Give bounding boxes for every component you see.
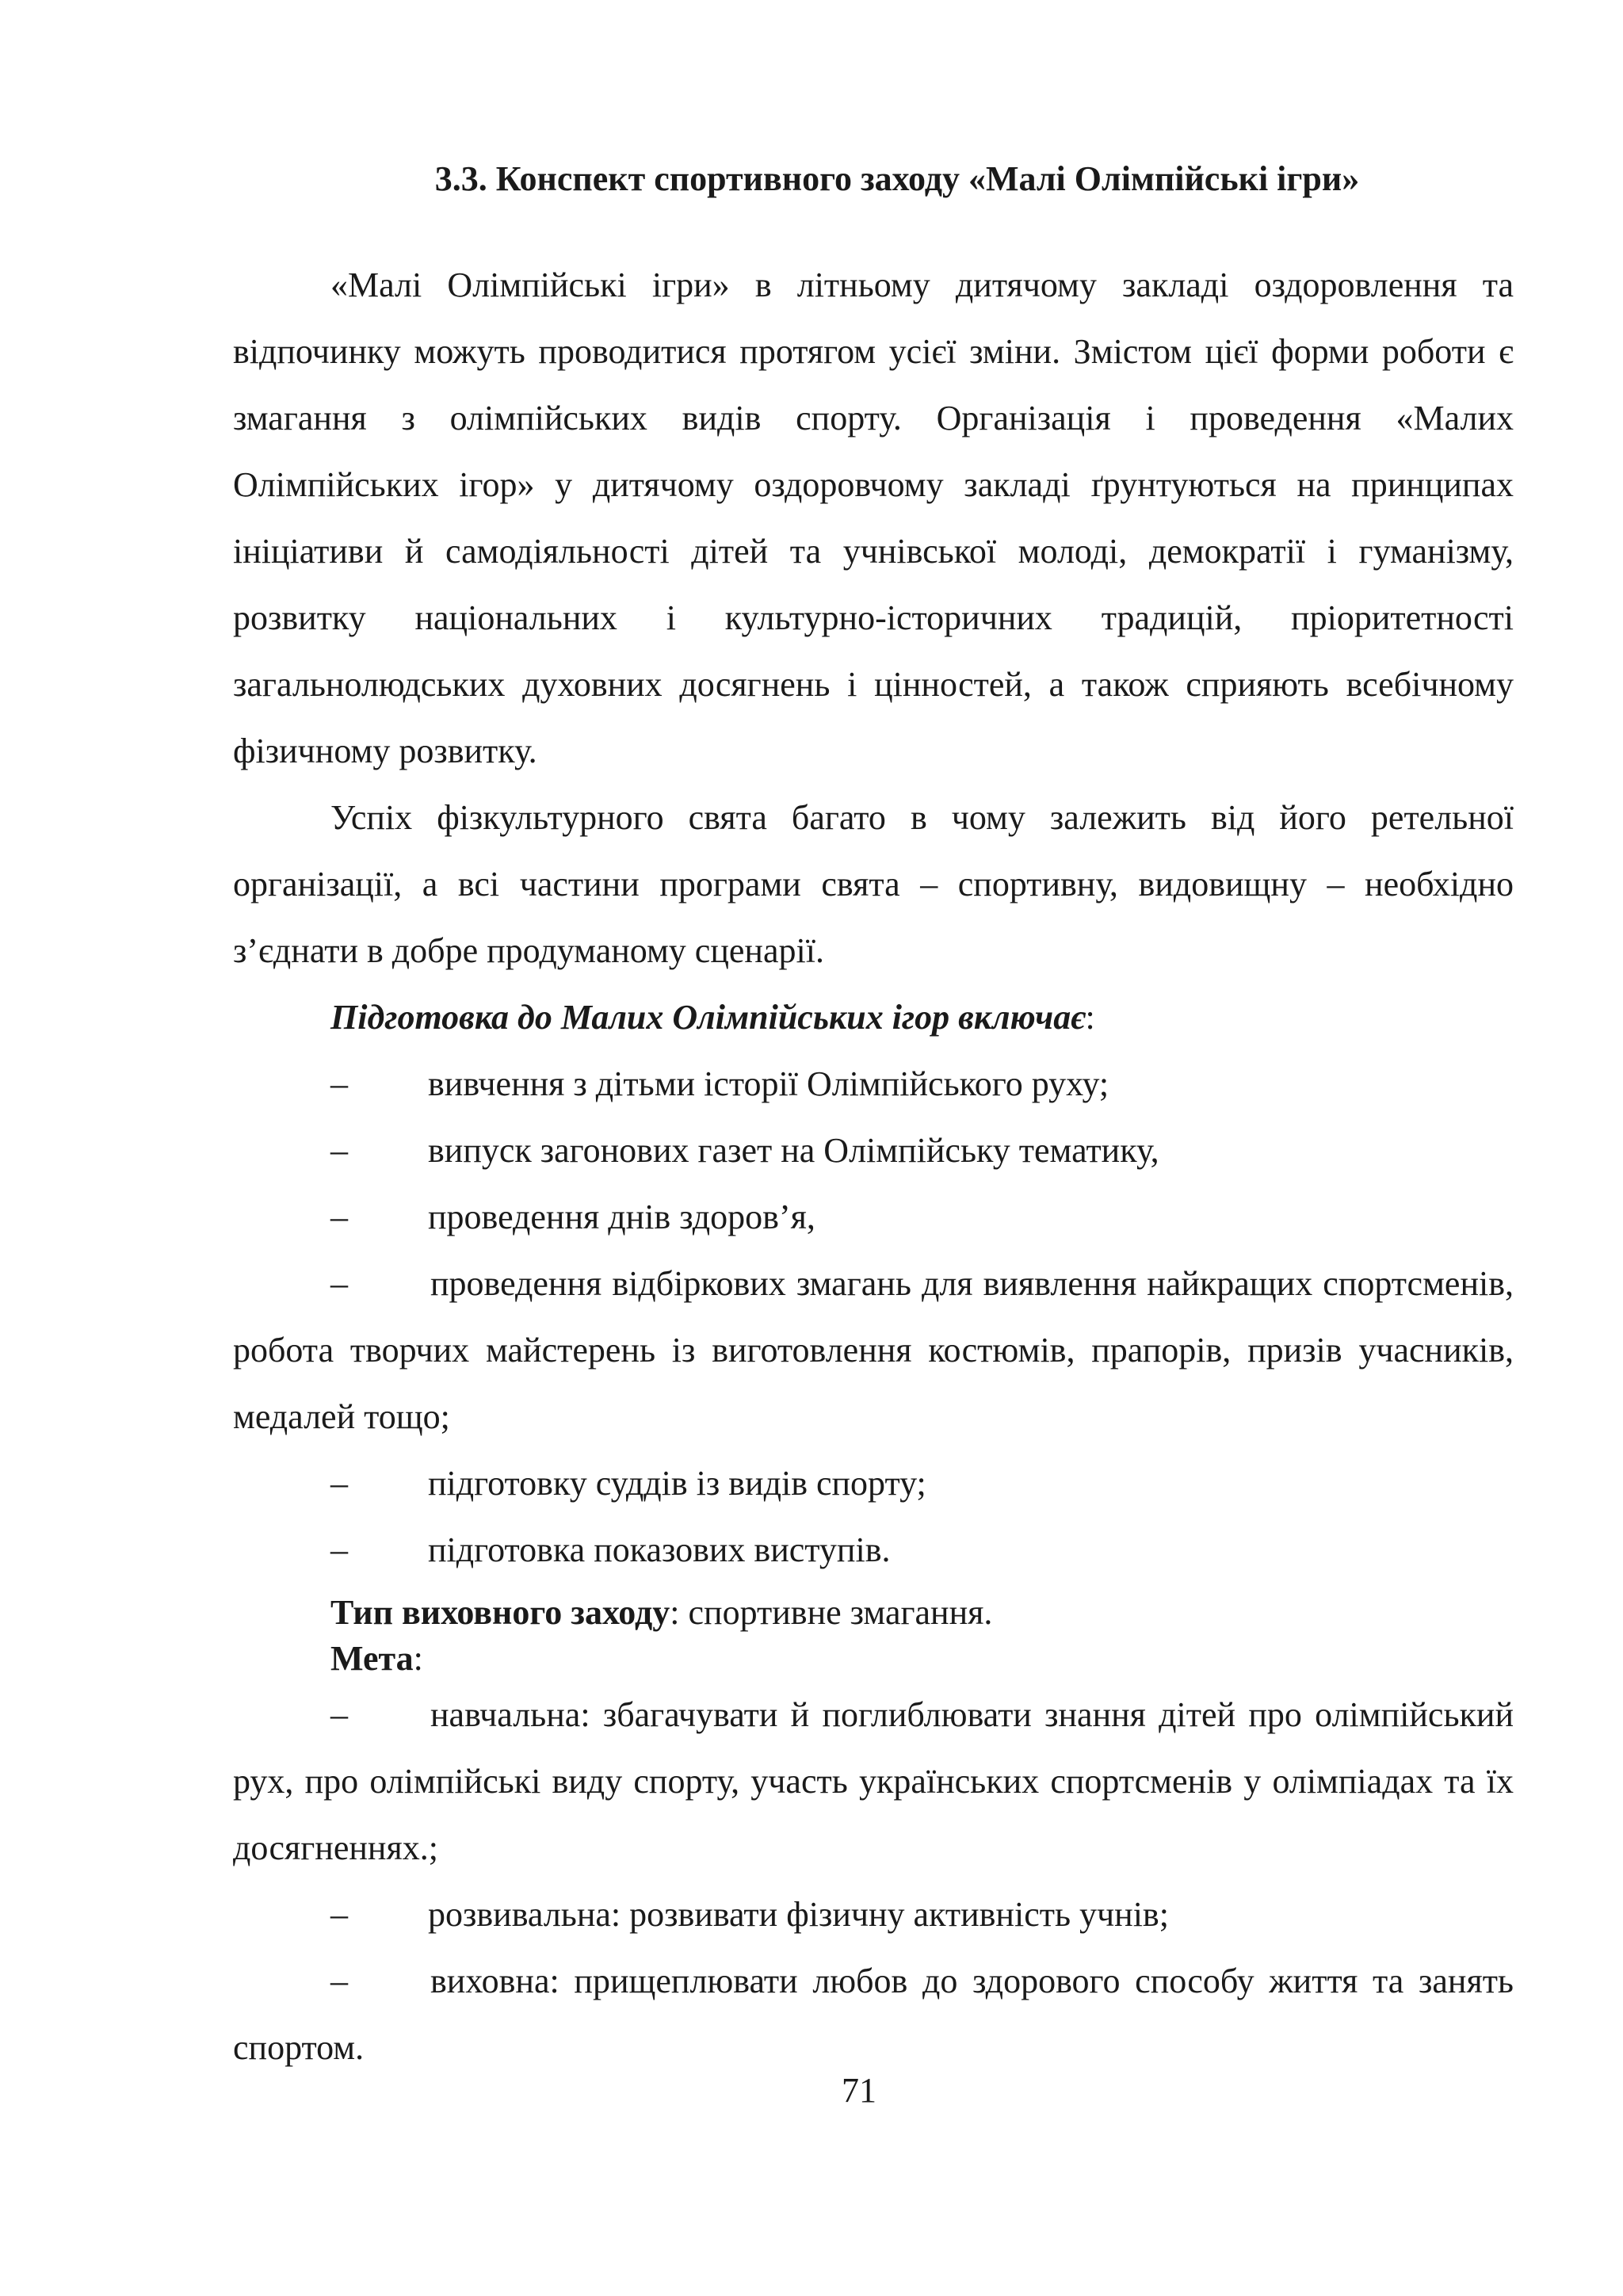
list-item-text: розвивальна: розвивати фізичну активність учнів;: [428, 1895, 1169, 1934]
event-type-value: : спортивне змагання.: [670, 1593, 993, 1632]
list-dash: –: [330, 1064, 348, 1103]
list-item-text: проведення відбіркових змагань для виявлення найкращих спортсменів, робота творчих майстерень із виготовлення костюмів, прапорів, призів учасників, медалей тощо;: [233, 1264, 1514, 1436]
list-item: [233, 1051, 1514, 1117]
list-dash: –: [330, 1695, 348, 1734]
list-item-text: підготовка показових виступів.: [428, 1530, 891, 1569]
goal-colon: :: [413, 1639, 423, 1678]
success-paragraph: Успіх фізкультурного свята багато в чому залежить від його ретельної організації, а всі частини програми свята – спортивну, видовищну – необхідно з’єднати в добре продуманому сценарії.: [233, 798, 1514, 970]
list-item: [233, 1251, 1514, 1450]
goal-heading: [233, 1636, 1514, 1682]
goal-list: [233, 1682, 1514, 2081]
list-item: [233, 1450, 1514, 1517]
preparation-label: Підготовка до Малих Олімпійських ігор включає: [330, 998, 1086, 1037]
list-dash: –: [330, 1464, 348, 1503]
list-item: [233, 1881, 1514, 1948]
event-type-line: [233, 1590, 1514, 1636]
list-item: [233, 1184, 1514, 1251]
list-dash: –: [330, 1198, 348, 1236]
list-dash: –: [330, 1895, 348, 1934]
section-heading: 3.3. Конспект спортивного заходу «Малі Олімпійські ігри»: [434, 159, 1360, 198]
list-item-text: навчальна: збагачувати й поглиблювати знання дітей про олімпійський рух, про олімпійські виду спорту, участь українських спортсменів у олімпіадах та їх досягненнях.;: [233, 1695, 1514, 1867]
preparation-colon: :: [1085, 998, 1095, 1037]
intro-paragraph: «Малі Олімпійські ігри» в літньому дитячому закладі оздоровлення та відпочинку можуть проводитися протягом усієї зміни. Змістом цієї форми роботи є змагання з олімпійських видів спорту. Організація і проведення «Малих Олімпійських ігор» у дитячому оздоровчому закладі ґрунтуються на принципах ініціативи й самодіяльності дітей та учнівської молоді, демократії і гуманізму, розвитку національних і культурно-історичних традицій, пріоритетності загальнолюдських духовних досягнень і цінностей, а також сприяють всебічному фізичному розвитку.: [233, 266, 1514, 770]
list-item: [233, 1517, 1514, 1584]
list-item-text: підготовку суддів із видів спорту;: [428, 1464, 926, 1503]
list-item-text: виховна: прищеплювати любов до здорового способу життя та занять спортом.: [233, 1962, 1514, 2067]
list-item: [233, 1117, 1514, 1184]
list-item-text: випуск загонових газет на Олімпійську тематику,: [428, 1131, 1159, 1170]
list-item-text: вивчення з дітьми історії Олімпійського руху;: [428, 1064, 1109, 1103]
list-dash: –: [330, 1962, 348, 2000]
list-dash: –: [330, 1131, 348, 1170]
list-item-text: проведення днів здоров’я,: [428, 1198, 815, 1236]
page-content: [233, 155, 1514, 2081]
preparation-heading: [233, 984, 1514, 1051]
preparation-list: [233, 1051, 1514, 1584]
goal-label: Мета: [330, 1639, 414, 1678]
list-dash: –: [330, 1530, 348, 1569]
page-number: 71: [842, 2071, 876, 2110]
list-item: [233, 1682, 1514, 1881]
event-type-label: Тип виховного заходу: [330, 1593, 670, 1632]
list-dash: –: [330, 1264, 348, 1303]
list-item: [233, 1948, 1514, 2081]
